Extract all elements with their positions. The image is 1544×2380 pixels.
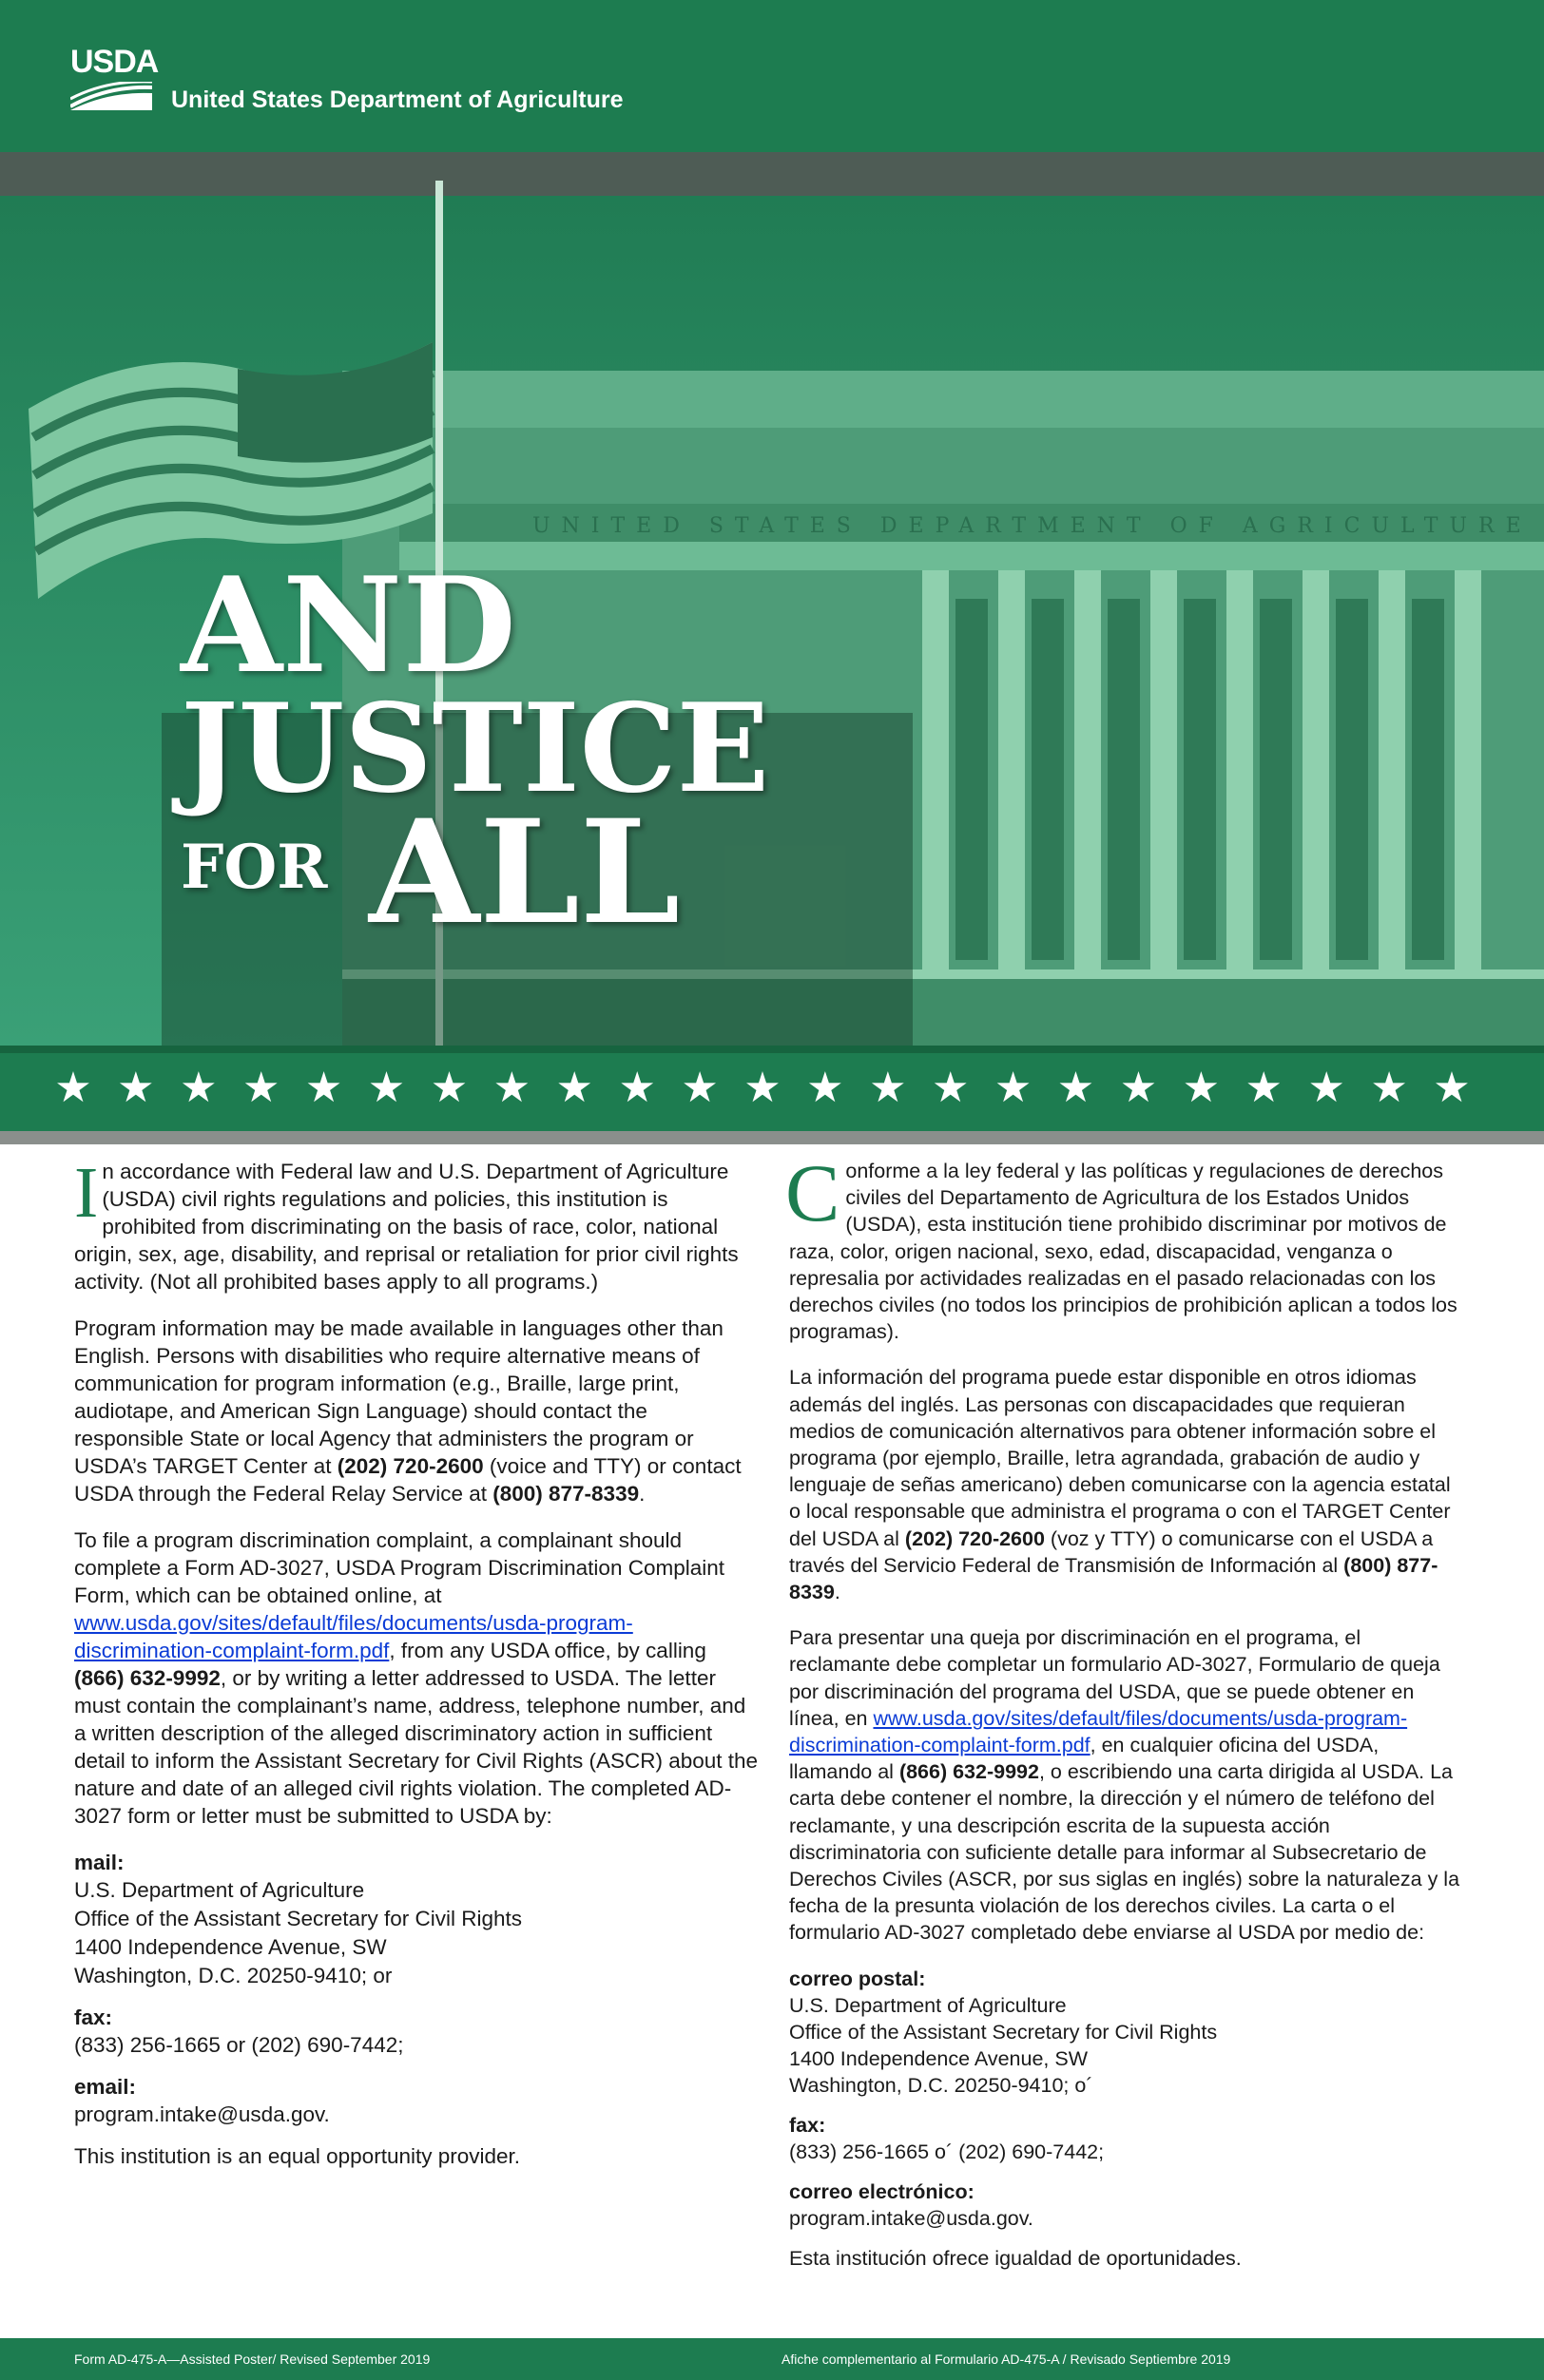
fax-block: [74, 2004, 759, 2060]
complaint-text: To file a program discrimination complaint, a complainant should complete a Form AD-3027, USDA Program Discrimination Complaint Form, which can be obtained online, at: [74, 1528, 724, 1607]
star-icon: ★: [1245, 1064, 1283, 1112]
target-center-phone: (202) 720-2600: [904, 1526, 1045, 1550]
mail-line: Washington, D.C. 20250-9410; or: [74, 1964, 393, 1987]
relay-service-phone: (800) 877-8339: [789, 1553, 1438, 1604]
star-icon: ★: [304, 1064, 343, 1112]
language-text-3: .: [834, 1581, 840, 1604]
mail-block: [74, 1849, 759, 1990]
star-icon: ★: [1056, 1064, 1095, 1112]
language-text: Program information may be made available in languages other than English. Persons with disabilities who require alternative means of communication for program information (e.g., Braille, large print, audiotape, and American Sign Language) should contact the responsible State or local Agency that administers the program or USDA’s TARGET Center at: [74, 1316, 724, 1478]
star-icon: ★: [806, 1064, 844, 1112]
star-icon: ★: [1307, 1064, 1345, 1112]
star-icon: ★: [869, 1064, 907, 1112]
star-icon: ★: [1119, 1064, 1158, 1112]
email-label: correo electrónico:: [789, 2179, 975, 2203]
language-paragraph: [74, 1315, 759, 1507]
mail-line: Office of the Assistant Secretary for Civil Rights: [789, 2020, 1218, 2044]
headline-justice: JUSTICE: [181, 678, 770, 820]
fax-label: fax:: [789, 2113, 826, 2137]
star-icon: ★: [555, 1064, 593, 1112]
star-icon: ★: [1433, 1064, 1471, 1112]
email-block: [789, 2178, 1466, 2232]
intro-paragraph: [74, 1153, 759, 1296]
email-value: program.intake@usda.gov.: [74, 2102, 330, 2126]
star-icon: ★: [931, 1064, 970, 1112]
mail-line: Washington, D.C. 20250-9410; o´: [789, 2073, 1093, 2097]
fax-value: (833) 256-1665 o´ (202) 690-7442;: [789, 2140, 1105, 2163]
email-value: program.intake@usda.gov.: [789, 2206, 1033, 2230]
header-bar: [0, 0, 1544, 152]
english-column: [74, 1153, 759, 2189]
complaint-phone: (866) 632-9992: [898, 1760, 1039, 1784]
fax-block: [789, 2112, 1466, 2165]
mail-label: mail:: [74, 1851, 125, 1874]
star-icon: ★: [743, 1064, 782, 1112]
fax-value: (833) 256-1665 or (202) 690-7442;: [74, 2033, 404, 2057]
spanish-column: [785, 1147, 1466, 2291]
star-icon: ★: [430, 1064, 469, 1112]
fax-label: fax:: [74, 2006, 113, 2029]
closing-statement: This institution is an equal opportunity provider.: [74, 2144, 521, 2168]
complaint-text-3: , o escribiendo una carta dirigida al USDA. La carta debe contener el nombre, la dirección y el número de teléfono del reclamante, y una descripción escrita de la supuesta acción discriminatoria con suficiente detalle para informar al Subsecretario de Derechos Civiles (ASCR, por sus siglas en inglés) sobre la naturaleza y la fecha de la presunta violación de los derechos civiles. La carta o el formulario AD-3027 completado debe enviarse al USDA por medio de:: [789, 1760, 1460, 1945]
star-icon: ★: [492, 1064, 531, 1112]
department-name: United States Department of Agriculture: [171, 86, 624, 113]
mail-line: U.S. Department of Agriculture: [789, 1993, 1067, 2017]
intro-text: n accordance with Federal law and U.S. Department of Agriculture (USDA) civil rights regulations and policies, this institution is prohibited from discriminating on the basis of race, color, national origin, sex, age, disability, and reprisal or retaliation for prior civil rights activity. (Not all prohibited bases apply to all programs.): [74, 1160, 739, 1294]
language-text-2: (voice and TTY) or contact USDA through the Federal Relay Service at: [74, 1454, 742, 1506]
language-text-3: .: [639, 1482, 646, 1506]
complaint-form-link[interactable]: www.usda.gov/sites/default/files/documents/usda-program-discrimination-complaint-form.pdf: [789, 1706, 1408, 1757]
star-icon: ★: [1182, 1064, 1221, 1112]
complaint-phone: (866) 632-9992: [74, 1666, 221, 1690]
star-icon: ★: [994, 1064, 1033, 1112]
language-paragraph: [789, 1364, 1466, 1605]
star-icon: ★: [1370, 1064, 1408, 1112]
relay-service-phone: (800) 877-8339: [492, 1482, 640, 1506]
star-icon: ★: [681, 1064, 719, 1112]
dropcap: I: [74, 1153, 99, 1233]
usda-logo: [70, 44, 159, 112]
mail-line: Office of the Assistant Secretary for Civil Rights: [74, 1907, 523, 1930]
mail-line: 1400 Independence Avenue, SW: [789, 2046, 1088, 2070]
email-label: email:: [74, 2075, 137, 2099]
target-center-phone: (202) 720-2600: [337, 1454, 484, 1478]
complaint-paragraph: [74, 1526, 759, 1830]
star-icon: ★: [54, 1064, 92, 1112]
dropcap: C: [785, 1147, 840, 1238]
footer-form-number-spanish: Afiche complementario al Formulario AD-475-A / Revisado Septiembre 2019: [782, 2351, 1231, 2367]
footer-bar: [0, 2338, 1544, 2380]
complaint-text-3: , or by writing a letter addressed to USDA. The letter must contain the complainant’s name, address, telephone number, and a written description of the alleged discriminatory action in sufficient detail to inform the Assistant Secretary for Civil Rights (ASCR) about the nature and date of an alleged civil rights violation. The completed AD-3027 form or letter must be submitted to USDA by:: [74, 1666, 759, 1828]
language-text-2: (voz y TTY) o comunicarse con el USDA a través del Servicio Federal de Transmisión de Información al: [789, 1526, 1434, 1577]
email-block: [74, 2073, 759, 2129]
star-icon: ★: [367, 1064, 406, 1112]
complaint-text: Para presentar una queja por discriminación en el programa, el reclamante debe completar un formulario AD-3027, Formulario de queja por discriminación del programa del USDA, que se puede obtener en línea, en: [789, 1626, 1440, 1730]
footer-form-number-english: Form AD-475-A—Assisted Poster/ Revised September 2019: [74, 2351, 431, 2367]
complaint-text-2: , en cualquier oficina del USDA, llamando al: [789, 1734, 1380, 1784]
building-inscription: UNITED STATES DEPARTMENT OF AGRICULTURE: [532, 514, 1533, 538]
intro-text: onforme a la ley federal y las políticas y regulaciones de derechos civiles del Departamento de Agricultura de los Estados Unidos (USDA), esta institución tiene prohibido discriminar por motivos de raza, color, origen nacional, sexo, edad, discapacidad, venganza o represalia por actividades realizadas en el pasado relacionadas con los derechos civiles (no todos los principios de prohibición aplican a todos los programas).: [789, 1160, 1457, 1344]
star-icon: ★: [618, 1064, 656, 1112]
intro-paragraph: [785, 1147, 1466, 1345]
star-row: [0, 1065, 1544, 1112]
complaint-paragraph: [789, 1624, 1466, 1946]
headline-for: FOR: [181, 832, 328, 903]
language-text: La información del programa puede estar disponible en otros idiomas además del inglés. Las personas con discapacidades que requieran medios de comunicación alternativos para obtener información sobre el programa (por ejemplo, Braille, letra agrandada, grabación de audio y lenguaje de señas americano) deben comunicarse con la agencia estatal o local responsable que administra el programa o con el TARGET Center del USDA al: [789, 1366, 1451, 1550]
logo-fields-icon: [70, 82, 152, 110]
closing-statement: Esta institución ofrece igualdad de oportunidades.: [789, 2246, 1242, 2270]
mail-label: correo postal:: [789, 1967, 926, 1990]
star-icon: ★: [117, 1064, 155, 1112]
headline-all: ALL: [369, 789, 681, 956]
complaint-form-link[interactable]: www.usda.gov/sites/default/files/documents/usda-program-discrimination-complaint-form.pdf: [74, 1611, 633, 1662]
headline-and: AND: [181, 547, 516, 702]
gray-divider: [0, 1131, 1544, 1144]
mail-line: U.S. Department of Agriculture: [74, 1878, 365, 1902]
usda-logo-text: USDA: [70, 44, 159, 80]
star-icon: ★: [180, 1064, 218, 1112]
star-icon: ★: [241, 1064, 280, 1112]
mail-line: 1400 Independence Avenue, SW: [74, 1935, 387, 1959]
complaint-text-2: , from any USDA office, by calling: [389, 1639, 706, 1662]
mail-block: [789, 1966, 1466, 2099]
